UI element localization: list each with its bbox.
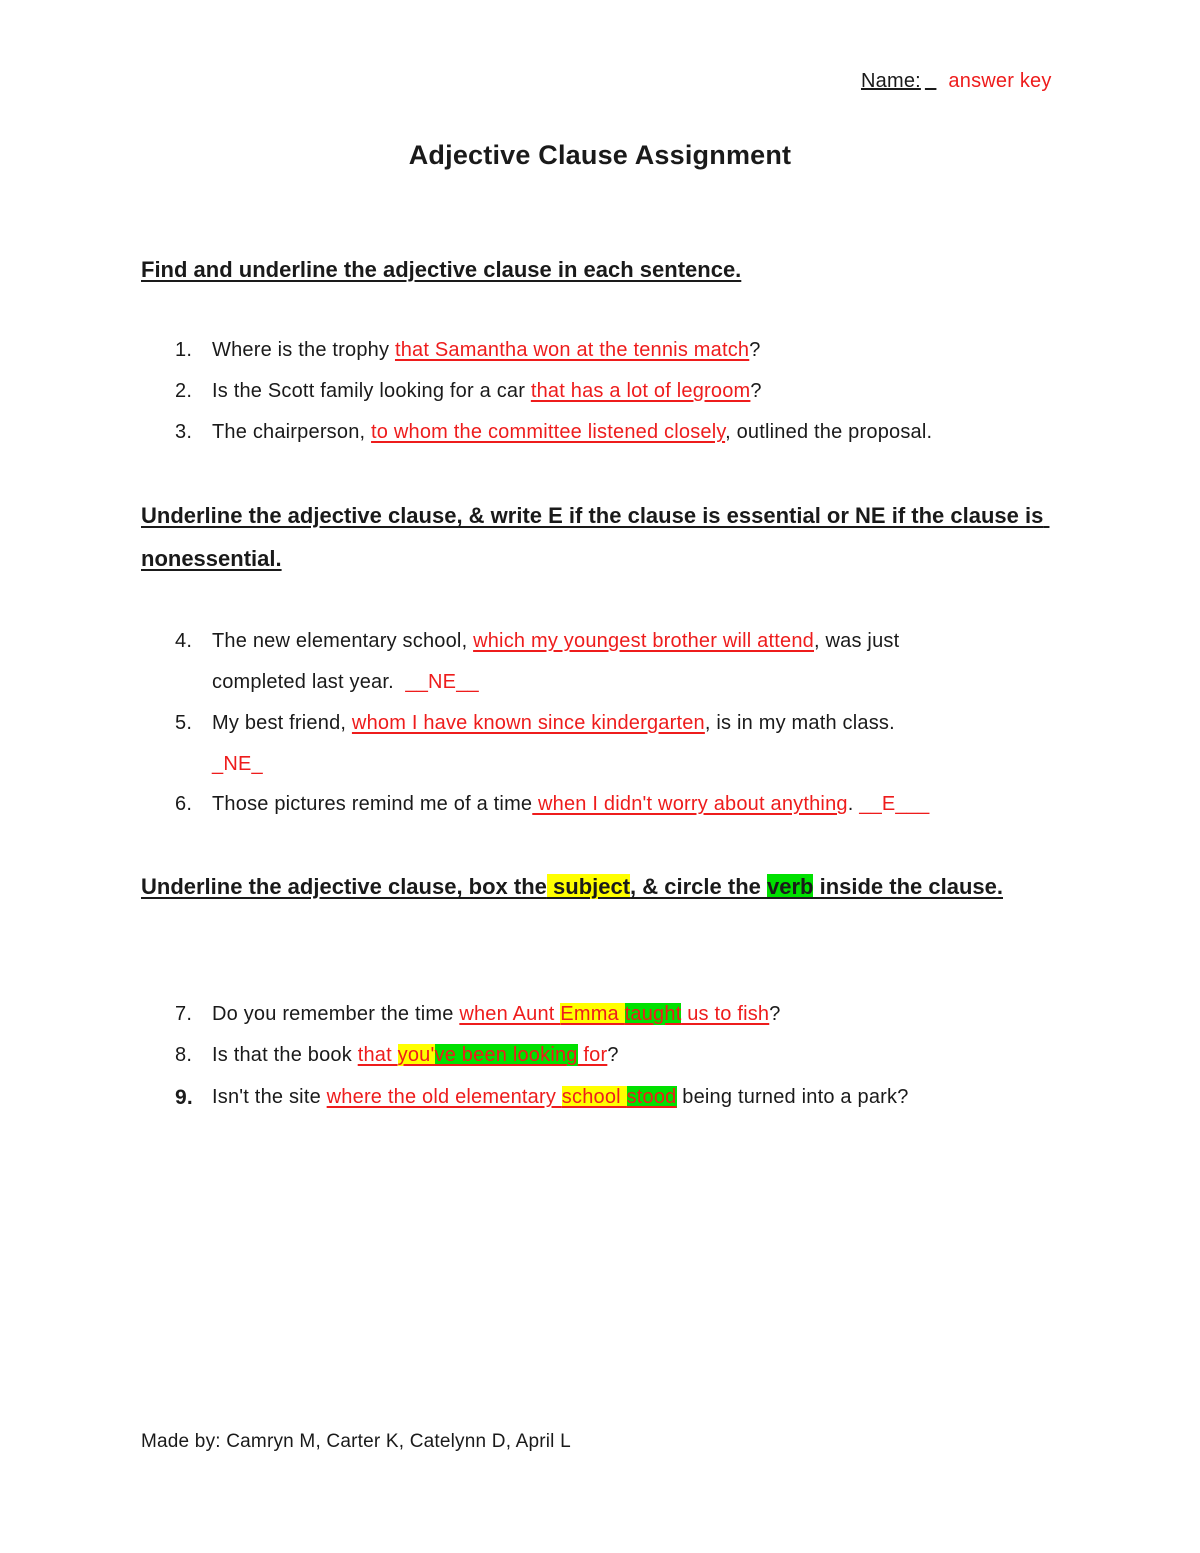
section3-heading: Underline the adjective clause, box the subject, & circle the verb inside the clause.	[141, 874, 1003, 899]
subject-highlight-key: subject	[546, 874, 631, 899]
verb-circle: taught	[624, 1003, 682, 1025]
item-text: Isn't the site where the old elementary school stood being turned into a park?	[212, 1086, 909, 1108]
name-value: answer key	[948, 70, 1052, 92]
verb-circle: stood	[626, 1086, 677, 1108]
adjective-clause: to whom the committee listened closely	[371, 421, 726, 443]
item-number: 1.	[175, 339, 193, 361]
adjective-clause: that has a lot of legroom	[530, 380, 751, 402]
subject-box: Emma	[560, 1003, 625, 1025]
subject-box: school	[561, 1086, 627, 1108]
name-underline	[925, 70, 937, 92]
answer-blank: _NE_	[212, 753, 263, 775]
item-number: 2.	[175, 380, 193, 402]
adjective-clause: whom I have known since kindergarten	[351, 712, 705, 734]
subject-box: you'	[397, 1044, 435, 1066]
item-text: Do you remember the time when Aunt Emma taught us to fish?	[212, 1003, 781, 1025]
item-number: 5.	[175, 712, 193, 734]
item-text: Is the Scott family looking for a car that has a lot of legroom?	[212, 380, 762, 402]
adjective-clause: that Samantha won at the tennis match	[394, 339, 750, 361]
answer-blank: __NE__	[405, 671, 479, 693]
item-text: My best friend, whom I have known since kindergarten, is in my math class. _NE_	[212, 712, 895, 775]
section2-heading: Underline the adjective clause, & write E if the clause is essential or NE if the clause is nonessential.	[141, 503, 1050, 571]
adjective-clause: when I didn't worry about anything	[532, 793, 848, 815]
adjective-clause: which my youngest brother will attend	[473, 630, 814, 652]
section1-heading: Find and underline the adjective clause in each sentence.	[141, 257, 742, 282]
credits-footer: Made by: Camryn M, Carter K, Catelynn D, April L	[141, 1431, 571, 1452]
item-number: 4.	[175, 630, 193, 652]
item-number: 6.	[175, 793, 193, 815]
item-text: Is that the book that you've been looking for?	[212, 1044, 619, 1066]
verb-circle: ve been looking	[434, 1044, 578, 1066]
verb-highlight-key: verb	[767, 874, 814, 899]
adjective-clause: where the old elementary school stood	[326, 1086, 677, 1108]
item-text: The chairperson, to whom the committee listened closely, outlined the proposal.	[212, 421, 933, 443]
item-text: The new elementary school, which my youngest brother will attend, was just completed last year. __NE__	[212, 630, 900, 693]
adjective-clause: that you've been looking for	[357, 1044, 608, 1066]
item-number: 8.	[175, 1044, 193, 1066]
item-number: 7.	[175, 1003, 193, 1025]
adjective-clause: when Aunt Emma taught us to fish	[459, 1003, 770, 1025]
answer-blank: __E___	[859, 793, 930, 815]
item-text: Those pictures remind me of a time when I didn't worry about anything. __E___	[212, 793, 930, 815]
item-number: 3.	[175, 421, 193, 443]
name-label: Name:	[861, 70, 921, 92]
item-number: 9.	[175, 1086, 193, 1109]
page-title: Adjective Clause Assignment	[408, 140, 792, 170]
name-field	[861, 70, 1052, 93]
item-text: Where is the trophy that Samantha won at the tennis match?	[212, 339, 761, 361]
